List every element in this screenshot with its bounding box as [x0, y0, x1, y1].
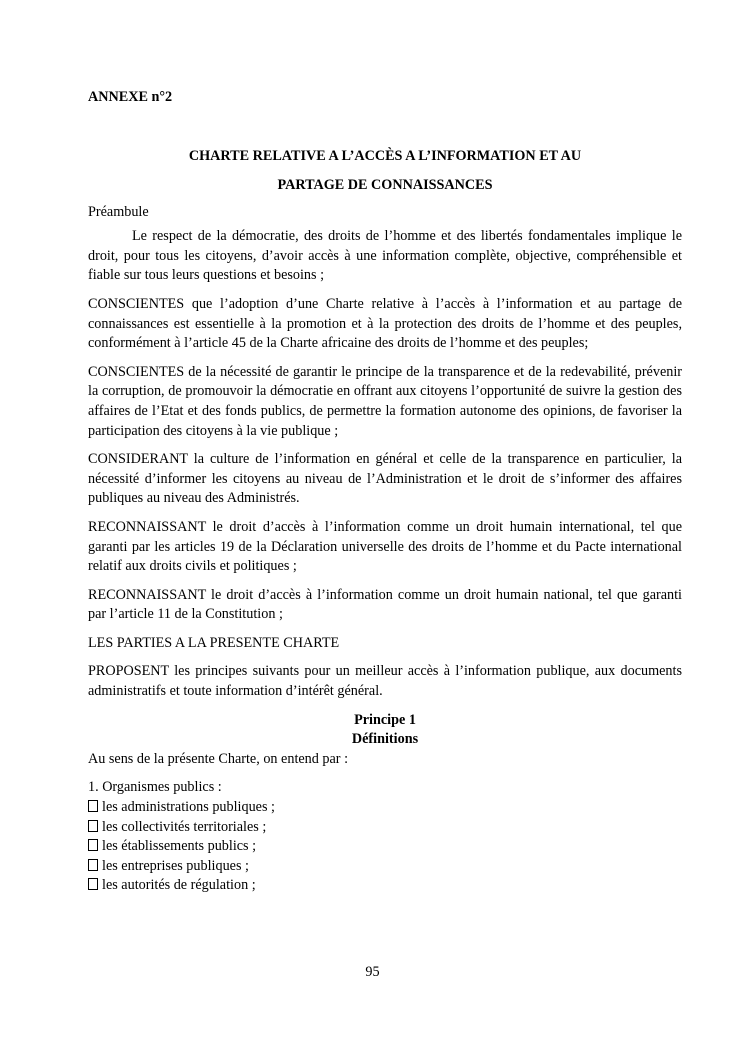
list-item [88, 798, 682, 818]
charter-title-line-1: CHARTE RELATIVE A L’ACCÈS A L’INFORMATION ET AU [188, 147, 582, 164]
paragraph: Le respect de la démocratie, des droits de l’homme et des libertés fondamentales implique le droit, pour tous les citoyens, d’avoir accès à une information complète, objective, compréhensible et fiable sur tous leurs questions et besoins ; [88, 228, 682, 284]
charter-title-line-2: PARTAGE DE CONNAISSANCES [277, 176, 493, 193]
paragraph: LES PARTIES A LA PRESENTE CHARTE [88, 634, 340, 651]
list-item [88, 876, 682, 896]
checkbox-bullet-icon [88, 878, 98, 890]
paragraph: RECONNAISSANT le droit d’accès à l’information comme un droit humain national, tel que garanti par l’article 11 de la Constitution ; [88, 586, 682, 623]
checkbox-bullet-icon [88, 800, 98, 812]
list-item-text: les administrations publiques ; [102, 799, 275, 816]
definitions-intro: Au sens de la présente Charte, on entend par : [88, 750, 349, 767]
page-number: 95 [365, 964, 380, 980]
page-content [88, 88, 682, 896]
list-item [88, 857, 682, 877]
checkbox-bullet-icon [88, 820, 98, 832]
paragraph: RECONNAISSANT le droit d’accès à l’information comme un droit humain international, tel que garanti par les articles 19 de la Déclaration universelle des droits de l’homme et du Pacte international relatif aux droits civils et politiques ; [88, 518, 682, 575]
paragraph: PROPOSENT les principes suivants pour un meilleur accès à l’information publique, aux documents administratifs et toute information d’intérêt général. [88, 663, 682, 700]
organismes-list [88, 798, 682, 896]
list-item [88, 837, 682, 857]
list-item-text: les établissements publics ; [102, 838, 257, 855]
principe-title: Principe 1 [354, 711, 416, 728]
list-item-text: les entreprises publiques ; [102, 857, 249, 874]
checkbox-bullet-icon [88, 859, 98, 871]
list-item [88, 818, 682, 838]
checkbox-bullet-icon [88, 839, 98, 851]
paragraph: CONSCIENTES de la nécessité de garantir le principe de la transparence et de la redevabilité, prévenir la corruption, de promouvoir la démocratie en offrant aux citoyens l’opportunité de suivre la gestion des affaires de l’Etat et des fonds publics, de permettre la formation autonome des opinions, de favoriser la participation des citoyens à la vie publique ; [88, 363, 682, 439]
paragraph: CONSIDERANT la culture de l’information en général et celle de la transparence en particulier, la nécessité d’informer les citoyens au niveau de l’Administration et le droit de s’informer des affaires publiques au niveau des Administrés. [88, 451, 682, 507]
list-item-text: les autorités de régulation ; [102, 877, 256, 894]
list-heading: 1. Organismes publics : [88, 779, 222, 796]
annexe-label: ANNEXE n°2 [88, 89, 173, 105]
list-item-text: les collectivités territoriales ; [102, 818, 267, 835]
preamble-heading: Préambule [88, 203, 149, 220]
paragraph: CONSCIENTES que l’adoption d’une Charte relative à l’accès à l’information et au partage de connaissances est essentielle à la promotion et à la protection des droits de l’homme et des peuples, conformément à l’article 45 de la Charte africaine des droits de l’homme et des peuples; [88, 295, 682, 352]
definitions-title: Définitions [351, 731, 419, 748]
